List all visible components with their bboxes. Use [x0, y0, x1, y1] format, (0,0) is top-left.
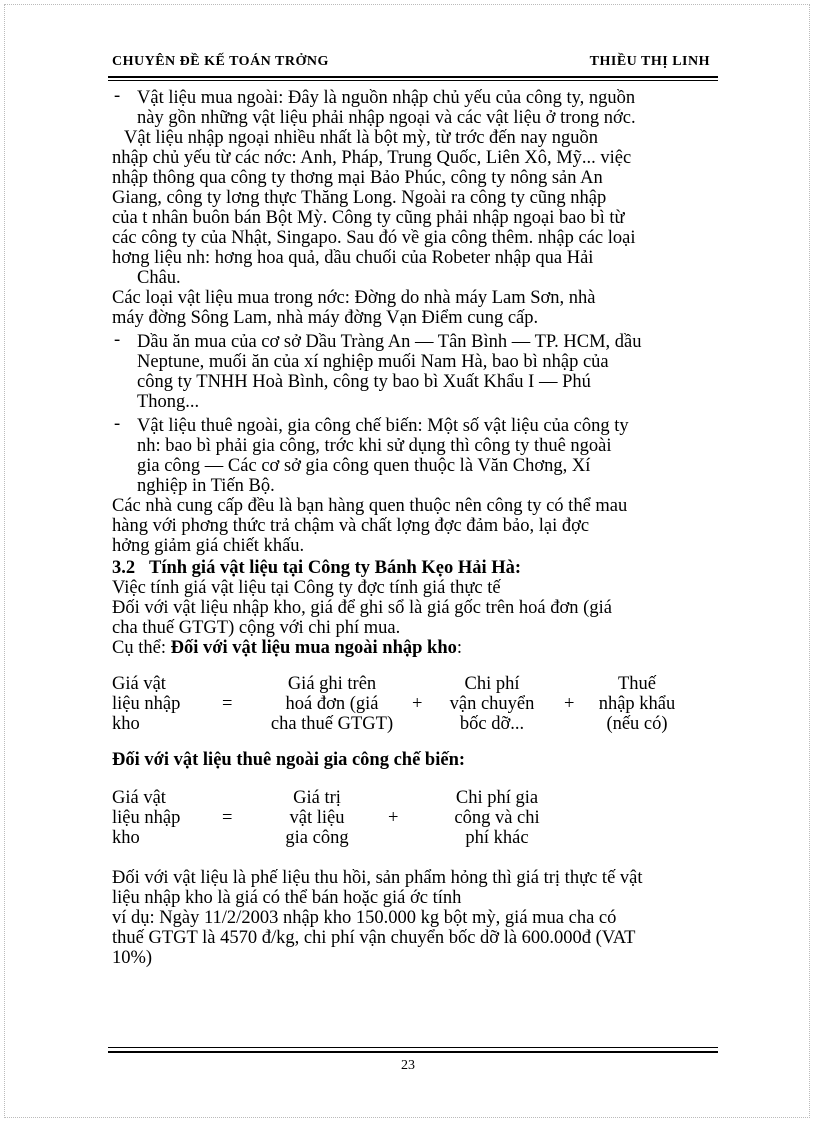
text-line: ví dụ: Ngày 11/2/2003 nhập kho 150.000 kg bột mỳ, giá mua cha có: [112, 908, 617, 928]
term-line: kho: [112, 714, 140, 734]
formula-term-cost: [112, 674, 180, 734]
equals-sign: =: [222, 694, 233, 714]
text-line: Việc tính giá vật liệu tại Công ty đợc tính giá thực tế: [112, 578, 501, 598]
footer-rule-thin: [108, 1047, 718, 1048]
term-line: liệu nhập: [112, 694, 181, 714]
term-line: Giá vật: [112, 788, 166, 808]
bullet-outsourced-processing: [112, 416, 712, 496]
text-line: của t nhân buôn bán Bột Mỳ. Công ty cũng phải nhập ngoại bao bì từ: [112, 208, 625, 228]
text-line: các công ty của Nhật, Singapo. Sau đó về gia công thêm. nhập các loại: [112, 228, 636, 248]
text-line: hơng liệu nh: hơng hoa quả, dầu chuối của Robeter nhập qua Hải: [112, 248, 594, 268]
section-heading: [112, 558, 712, 578]
page-header: [108, 54, 718, 78]
formula-term-material-value: [252, 788, 382, 848]
term-line: Thuế: [617, 674, 656, 694]
equals-sign: =: [222, 808, 233, 828]
term-line: Giá vật: [112, 674, 166, 694]
plus-sign: +: [388, 808, 399, 828]
bullet-marker: -: [114, 86, 121, 106]
text-line: Neptune, muối ăn của xí nghiệp muối Nam Hà, bao bì nhập của: [137, 352, 609, 372]
section-title: Tính giá vật liệu tại Công ty Bánh Kẹo Hải Hà:: [149, 558, 522, 578]
text-line: nh: bao bì phải gia công, trớc khi sử dụng thì công ty thuê ngoài: [137, 436, 612, 456]
term-line: bốc dỡ...: [459, 714, 525, 734]
bullet-cooking-oil: [112, 332, 712, 412]
term-line: gia công: [285, 828, 349, 848]
formula-term-cost: [112, 788, 180, 848]
page-number: 23: [401, 1058, 415, 1073]
section-number: 3.2: [112, 558, 136, 578]
specific-case-line: [112, 638, 712, 658]
subheading-outsourced: Đối với vật liệu thuê ngoài gia công chế biến:: [112, 750, 466, 770]
term-line: Giá trị: [293, 788, 341, 808]
bullet-purchased-materials: [112, 88, 712, 128]
formula-term-invoice: [252, 674, 412, 734]
text-line: hởng giảm giá chiết khấu.: [112, 536, 305, 556]
text-line: hàng với phơng thức trả chậm và chất lợng đợc đảm bảo, lại đợc: [112, 516, 590, 536]
formula-term-transport: [432, 674, 552, 734]
text-line: công ty TNHH Hoà Bình, công ty bao bì Xuất Khẩu I — Phú: [137, 372, 591, 392]
term-line: (nếu có): [606, 714, 668, 734]
text-line: 10%): [112, 948, 153, 968]
text-line: cha thuế GTGT) cộng với chi phí mua.: [112, 618, 401, 638]
document-body: [112, 88, 712, 968]
header-rule-thin: [108, 80, 718, 81]
term-line: vận chuyển: [449, 694, 535, 714]
term-line: nhập khẩu: [598, 694, 676, 714]
text-line: Đối với vật liệu nhập kho, giá để ghi sổ là giá gốc trên hoá đơn (giá: [112, 598, 612, 618]
text-line: gia công — Các cơ sở gia công quen thuộc là Văn Chơng, Xí: [137, 456, 591, 476]
text-line: Giang, công ty lơng thực Thăng Long. Ngoài ra công ty cũng nhập: [112, 188, 607, 208]
text-line: Các nhà cung cấp đều là bạn hàng quen thuộc nên công ty có thể mau: [112, 496, 628, 516]
text-line: này gồn những vật liệu phải nhập ngoại và các vật liệu ở trong nớc.: [137, 108, 636, 128]
plus-sign: +: [412, 694, 423, 714]
text-line: Đối với vật liệu là phế liệu thu hồi, sản phẩm hỏng thì giá trị thực tế vật: [112, 868, 643, 888]
text-line: Vật liệu nhập ngoại nhiều nhất là bột mỳ, từ trớc đến nay nguồn: [124, 128, 598, 148]
text-line: Dầu ăn mua của cơ sở Dầu Tràng An — Tân Bình — TP. HCM, dầu: [137, 332, 642, 352]
term-line: vật liệu: [289, 808, 345, 828]
formula-outsourced: [112, 788, 712, 850]
text-line: Vật liệu thuê ngoài, gia công chế biến: Một số vật liệu của công ty: [137, 416, 629, 436]
header-title: CHUYÊN ĐỀ KẾ TOÁN TRỞNG: [112, 54, 329, 69]
header-rule: [108, 76, 718, 78]
text-line: Châu.: [137, 268, 181, 288]
formula-purchased: [112, 674, 712, 736]
term-line: kho: [112, 828, 140, 848]
formula-term-processing-cost: [432, 788, 562, 848]
term-line: Chi phí: [464, 674, 520, 694]
specific-prefix: Cụ thể:: [112, 638, 171, 658]
text-line: thuế GTGT là 4570 đ/kg, chi phí vận chuyển bốc dỡ là 600.000đ (VAT: [112, 928, 636, 948]
paragraph-domestic-materials: [112, 288, 712, 328]
term-line: công và chi: [454, 808, 540, 828]
term-line: cha thuế GTGT): [270, 714, 394, 734]
text-line: Vật liệu mua ngoài: Đây là nguồn nhập chủ yếu của công ty, nguồn: [137, 88, 636, 108]
term-line: hoá đơn (giá: [285, 694, 379, 714]
specific-suffix: :: [456, 638, 463, 658]
bullet-marker: -: [114, 330, 121, 350]
paragraph-imported-materials: [112, 128, 712, 288]
text-line: nhập chủ yếu từ các nớc: Anh, Pháp, Trung Quốc, Liên Xô, Mỹ... việc: [112, 148, 632, 168]
header-author: THIỀU THỊ LINH: [589, 54, 710, 69]
text-line: máy đờng Sông Lam, nhà máy đờng Vạn Điểm cung cấp.: [112, 308, 539, 328]
term-line: liệu nhập: [112, 808, 181, 828]
text-line: nhập thông qua công ty thơng mại Bảo Phúc, công ty nông sản An: [112, 168, 603, 188]
text-line: Thong...: [137, 392, 200, 412]
bullet-marker: -: [114, 414, 121, 434]
specific-bold: Đối với vật liệu mua ngoài nhập kho: [170, 638, 457, 658]
paragraph-suppliers: [112, 496, 712, 556]
term-line: Giá ghi trên: [287, 674, 377, 694]
formula-term-import-tax: [582, 674, 692, 734]
text-line: nghiệp in Tiến Bộ.: [137, 476, 275, 496]
footer-rule: [108, 1051, 718, 1053]
text-line: liệu nhập kho là giá có thể bán hoặc giá ớc tính: [112, 888, 462, 908]
term-line: phí khác: [465, 828, 529, 848]
term-line: Chi phí gia: [455, 788, 539, 808]
text-line: Các loại vật liệu mua trong nớc: Đờng do nhà máy Lam Sơn, nhà: [112, 288, 596, 308]
plus-sign: +: [564, 694, 575, 714]
